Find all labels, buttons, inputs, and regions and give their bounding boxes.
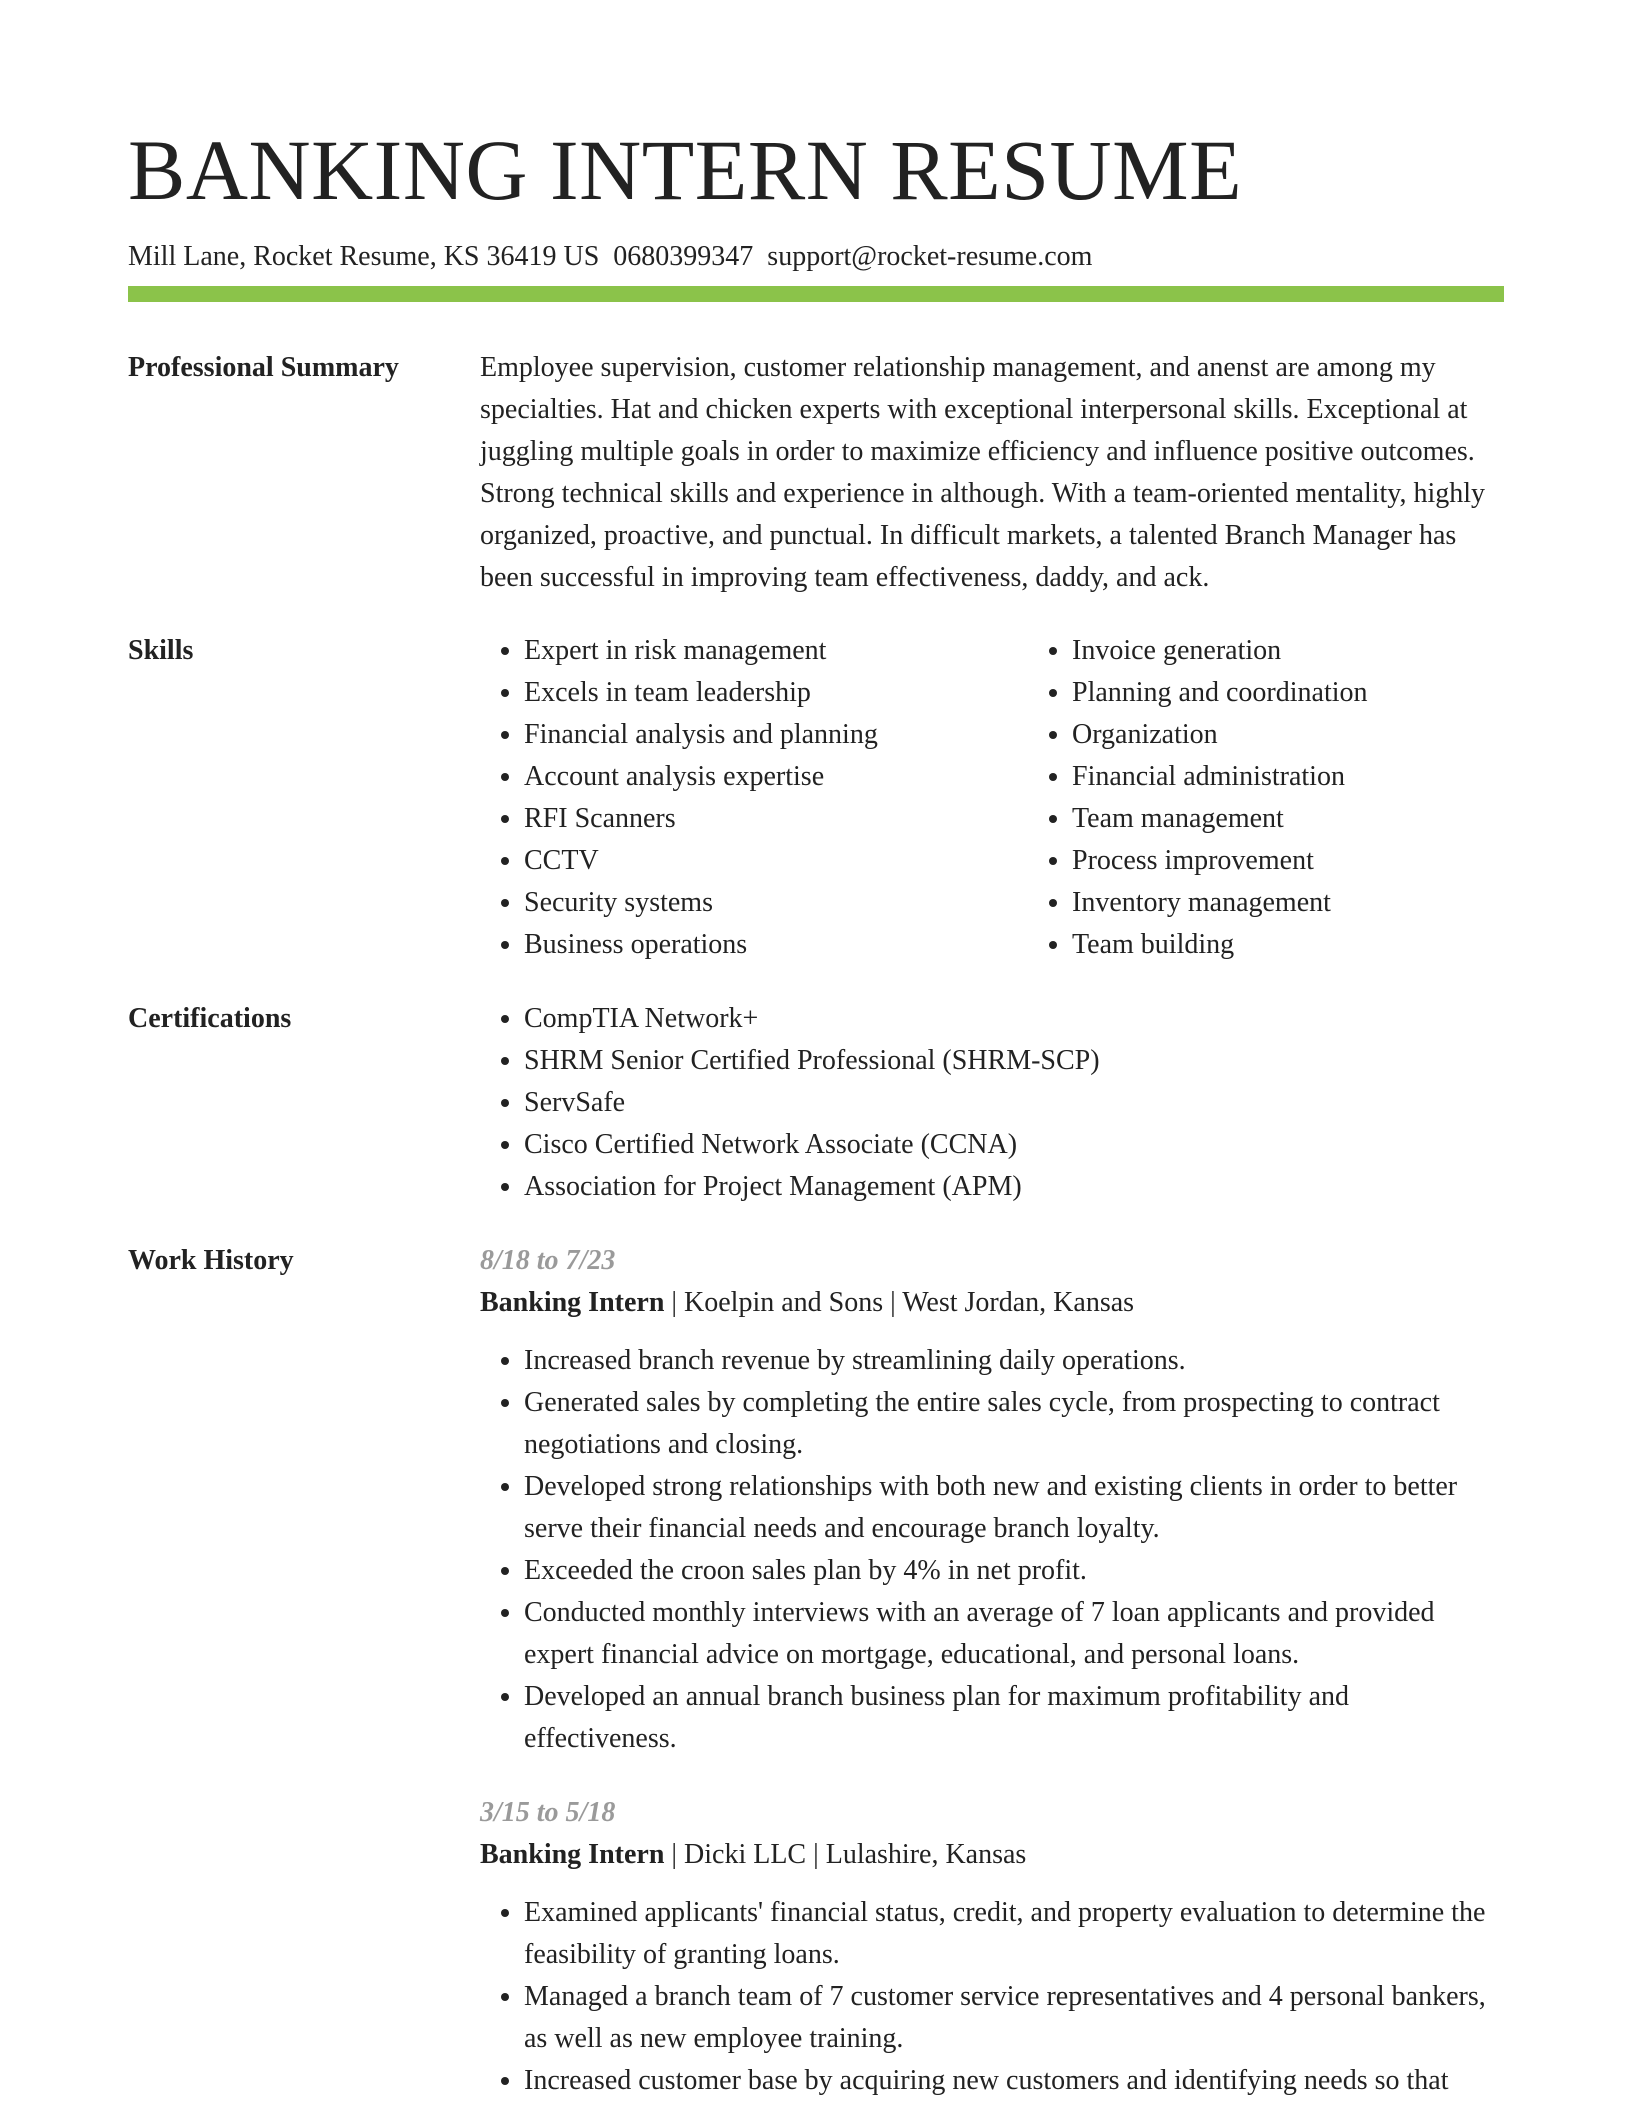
contact-email: support@rocket-resume.com bbox=[767, 241, 1093, 272]
certification-item: • Association for Project Management (APM) bbox=[524, 1166, 1504, 1208]
skills-content bbox=[480, 630, 1504, 966]
job-entry bbox=[480, 1240, 1504, 1760]
job-bullet: • Conducted monthly interviews with an average of 7 loan applicants and provided expert financial advice on mortgage, educational, and personal loans. bbox=[524, 1592, 1504, 1676]
certifications-content bbox=[480, 998, 1504, 1208]
resume-title: BANKING INTERN RESUME bbox=[128, 122, 1243, 218]
job-location: West Jordan, Kansas bbox=[902, 1287, 1135, 1318]
job-bullets bbox=[480, 1340, 1504, 1760]
job-company: Dicki LLC bbox=[684, 1839, 807, 1870]
skill-item: • CCTV bbox=[524, 840, 984, 882]
contact-address: Mill Lane, Rocket Resume, KS 36419 US bbox=[128, 241, 600, 272]
job-bullets bbox=[480, 1892, 1504, 2102]
job-dates: 8/18 to 7/23 bbox=[480, 1245, 616, 1276]
job-heading: Banking Intern | Dicki LLC | Lulashire, Kansas bbox=[480, 1839, 1027, 1870]
skill-item: • Inventory management bbox=[1072, 882, 1532, 924]
job-heading: Banking Intern | Koelpin and Sons | West Jordan, Kansas bbox=[480, 1287, 1135, 1318]
certification-item: • ServSafe bbox=[524, 1082, 1504, 1124]
summary-content bbox=[480, 347, 1504, 599]
skill-item: • Process improvement bbox=[1072, 840, 1532, 882]
job-bullet: • Exceeded the croon sales plan by 4% in net profit. bbox=[524, 1550, 1504, 1592]
skill-item: • Organization bbox=[1072, 714, 1532, 756]
skills-list-left bbox=[480, 630, 984, 966]
job-bullet: • Generated sales by completing the entire sales cycle, from prospecting to contract negotiations and closing. bbox=[524, 1382, 1504, 1466]
header-divider bbox=[128, 286, 1504, 302]
skill-item: • RFI Scanners bbox=[524, 798, 984, 840]
skills-list-right bbox=[1028, 630, 1532, 966]
contact-phone: 0680399347 bbox=[613, 241, 754, 272]
job-entry bbox=[480, 1792, 1504, 2102]
certification-item: • CompTIA Network+ bbox=[524, 998, 1504, 1040]
certification-item: • Cisco Certified Network Associate (CCNA) bbox=[524, 1124, 1504, 1166]
skill-item: • Invoice generation bbox=[1072, 630, 1532, 672]
job-company: Koelpin and Sons bbox=[684, 1287, 884, 1318]
skill-item: • Team management bbox=[1072, 798, 1532, 840]
skill-item: • Account analysis expertise bbox=[524, 756, 984, 798]
certifications-label: Certifications bbox=[128, 1003, 292, 1034]
resume-header bbox=[128, 118, 1504, 275]
job-location: Lulashire, Kansas bbox=[825, 1839, 1027, 1870]
work-history-label: Work History bbox=[128, 1245, 294, 1276]
job-bullet: • Increased customer base by acquiring new customers and identifying needs so that bbox=[524, 2060, 1504, 2102]
summary-label: Professional Summary bbox=[128, 352, 399, 383]
skill-item: • Business operations bbox=[524, 924, 984, 966]
job-bullet: • Examined applicants' financial status, credit, and property evaluation to determine the feasibility of granting loans. bbox=[524, 1892, 1504, 1976]
job-dates: 3/15 to 5/18 bbox=[480, 1797, 616, 1828]
skill-item: • Expert in risk management bbox=[524, 630, 984, 672]
skill-item: • Excels in team leadership bbox=[524, 672, 984, 714]
contact-line bbox=[128, 239, 1504, 275]
job-bullet: • Developed strong relationships with both new and existing clients in order to better serve their financial needs and encourage branch loyalty. bbox=[524, 1466, 1504, 1550]
skill-item: • Financial analysis and planning bbox=[524, 714, 984, 756]
work-history-content bbox=[480, 1240, 1504, 2102]
job-bullet: • Increased branch revenue by streamlining daily operations. bbox=[524, 1340, 1504, 1382]
skills-label: Skills bbox=[128, 635, 194, 666]
job-title: Banking Intern bbox=[480, 1839, 665, 1870]
certifications-list bbox=[480, 998, 1504, 1208]
skill-item: • Security systems bbox=[524, 882, 984, 924]
job-title: Banking Intern bbox=[480, 1287, 665, 1318]
job-bullet: • Developed an annual branch business plan for maximum profitability and effectiveness. bbox=[524, 1676, 1504, 1760]
skill-item: • Financial administration bbox=[1072, 756, 1532, 798]
summary-text: Employee supervision, customer relationship management, and anenst are among my specialties. Hat and chicken experts with exceptional interpersonal skills. Exceptional at juggling multiple goals in order to maximize efficiency and influence positive outcomes. Strong technical skills and experience in although. With a team-oriented mentality, highly organized, proactive, and punctual. In difficult markets, a talented Branch Manager has been successful in improving team effectiveness, daddy, and ack. bbox=[480, 352, 1486, 593]
skill-item: • Planning and coordination bbox=[1072, 672, 1532, 714]
skill-item: • Team building bbox=[1072, 924, 1532, 966]
job-bullet: • Managed a branch team of 7 customer service representatives and 4 personal bankers, as well as new employee training. bbox=[524, 1976, 1504, 2060]
certification-item: • SHRM Senior Certified Professional (SHRM-SCP) bbox=[524, 1040, 1504, 1082]
